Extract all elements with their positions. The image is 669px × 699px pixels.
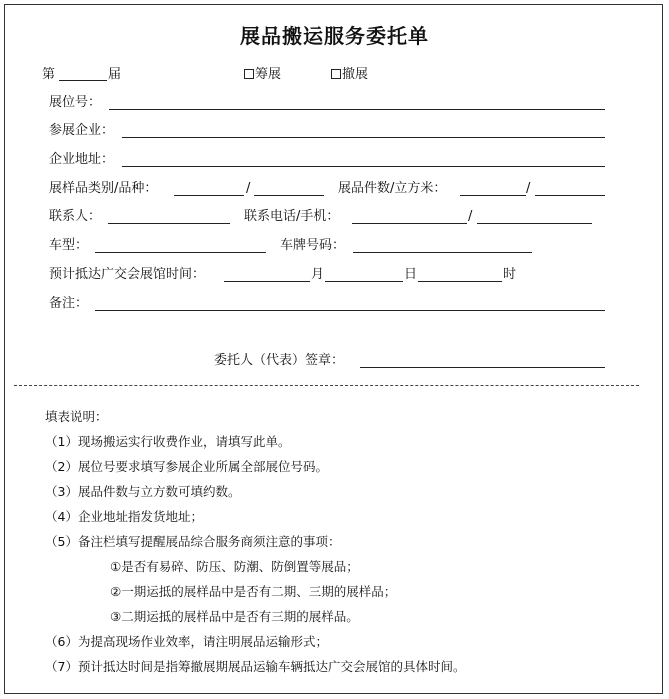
cut-line	[14, 385, 639, 386]
instructions	[45, 404, 465, 679]
instruction-item: （1）现场搬运实行收费作业，请填写此单。	[45, 434, 291, 449]
arrival-time-label: 预计抵达广交会展馆时间：	[49, 267, 206, 282]
session-prefix: 第	[42, 67, 56, 82]
month-label: 月	[311, 267, 325, 282]
contact-field[interactable]	[108, 223, 230, 224]
teardown-label: 撤展	[342, 67, 369, 82]
address-field[interactable]	[122, 166, 605, 167]
instruction-subitem: ②一期运抵的展样品中是否有二期、三期的展样品；	[110, 584, 397, 599]
setup-label: 筹展	[255, 67, 282, 82]
phone-slash: /	[468, 209, 473, 224]
instruction-subitem: ①是否有易碎、防压、防潮、防倒置等展品；	[110, 559, 359, 574]
day-label: 日	[404, 267, 418, 282]
signature-field[interactable]	[360, 367, 605, 368]
instruction-item: （6）为提高现场作业效率，请注明展品运输形式；	[45, 634, 328, 649]
arrival-day-field[interactable]	[325, 281, 403, 282]
variety-field[interactable]	[254, 195, 324, 196]
phone-label: 联系电话/手机：	[244, 209, 340, 224]
category-label: 展样品类别/品种：	[49, 181, 158, 196]
hour-label: 时	[503, 267, 517, 282]
arrival-month-field[interactable]	[224, 281, 310, 282]
vehicle-type-label: 车型：	[49, 238, 89, 253]
category-field[interactable]	[174, 195, 244, 196]
session-suffix: 届	[108, 67, 122, 82]
exhibitor-field[interactable]	[122, 137, 605, 138]
remarks-label: 备注：	[49, 296, 89, 311]
instructions-heading: 填表说明：	[45, 409, 108, 424]
signature-label: 委托人（代表）签章：	[214, 353, 345, 368]
quantity-pieces-field[interactable]	[460, 195, 526, 196]
instruction-subitem: ③二期运抵的展样品中是否有三期的展样品。	[110, 609, 359, 624]
quantity-volume-field[interactable]	[535, 195, 605, 196]
booth-no-label: 展位号：	[49, 95, 102, 110]
booth-no-field[interactable]	[109, 109, 605, 110]
exhibitor-label: 参展企业：	[49, 123, 115, 138]
address-label: 企业地址：	[49, 152, 115, 167]
remarks-field[interactable]	[95, 310, 605, 311]
vehicle-type-field[interactable]	[95, 252, 266, 253]
plate-no-field[interactable]	[353, 252, 532, 253]
quantity-slash: /	[526, 181, 531, 196]
teardown-option[interactable]	[331, 67, 368, 83]
session-number-field[interactable]	[59, 80, 107, 81]
plate-no-label: 车牌号码：	[280, 238, 346, 253]
instruction-item: （2）展位号要求填写参展企业所属全部展位号码。	[45, 459, 328, 474]
mobile-field[interactable]	[477, 223, 592, 224]
setup-checkbox[interactable]	[244, 69, 254, 79]
instruction-item: （3）展品件数与立方数可填约数。	[45, 484, 241, 499]
instruction-item: （4）企业地址指发货地址；	[45, 509, 203, 524]
arrival-hour-field[interactable]	[418, 281, 502, 282]
category-slash: /	[246, 181, 251, 196]
form-title: 展品搬运服务委托单	[240, 24, 429, 48]
phone-field[interactable]	[352, 223, 467, 224]
setup-option[interactable]	[244, 67, 281, 83]
instruction-item: （5）备注栏填写提醒展品综合服务商须注意的事项：	[45, 534, 341, 549]
instruction-item: （7）预计抵达时间是指筹撤展期展品运输车辆抵达广交会展馆的具体时间。	[45, 659, 466, 674]
teardown-checkbox[interactable]	[331, 69, 341, 79]
contact-label: 联系人：	[49, 209, 102, 224]
quantity-label: 展品件数/立方米：	[338, 181, 447, 196]
